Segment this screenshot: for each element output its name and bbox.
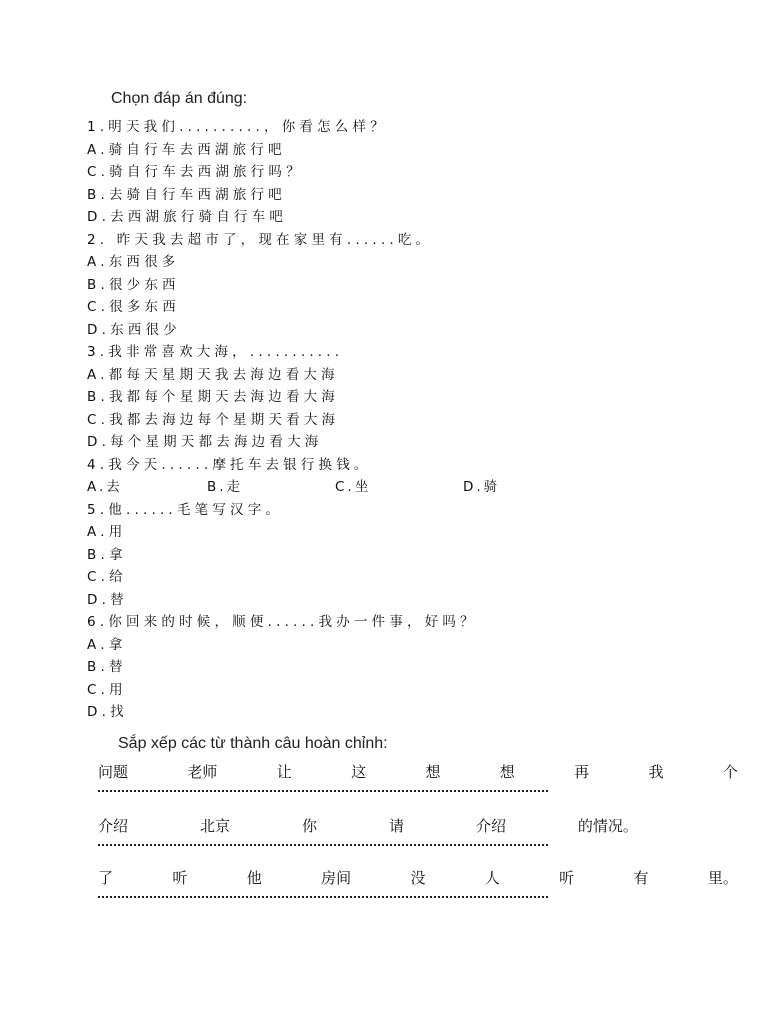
word: 了 — [98, 869, 114, 887]
word: 房间 — [321, 869, 352, 887]
question-prompt: 5.他......毛笔写汉字。 — [87, 501, 284, 518]
word: 问题 — [98, 763, 129, 781]
answer-option[interactable]: C.坐 — [335, 479, 372, 495]
word-list — [98, 814, 638, 838]
question-prompt: 3.我非常喜欢大海，........... — [87, 344, 344, 360]
answer-option[interactable]: D.替 — [87, 591, 128, 608]
arrange-item — [98, 760, 738, 792]
answer-option[interactable]: C.用 — [87, 681, 127, 698]
word: 介绍 — [98, 817, 129, 835]
answer-dotted-line[interactable] — [98, 896, 548, 898]
inline-options-row — [87, 476, 727, 499]
arrange-item — [98, 814, 638, 846]
question-prompt: 1.明天我们..........，你看怎么样？ — [87, 119, 388, 135]
answer-option[interactable]: D.找 — [87, 704, 128, 720]
answer-option[interactable]: C.很多东西 — [87, 299, 180, 315]
answer-dotted-line[interactable] — [98, 844, 548, 846]
answer-option[interactable]: D.骑 — [463, 479, 501, 495]
word: 里。 — [707, 869, 738, 887]
section-title-arrange-words: Sắp xếp các từ thành câu hoàn chỉnh: — [118, 735, 388, 752]
answer-option[interactable]: A.骑自行车去西湖旅行吧 — [87, 141, 286, 158]
answer-option[interactable]: A.去 — [87, 479, 123, 495]
word: 他 — [246, 869, 262, 887]
answer-option[interactable]: D.去西湖旅行骑自行车吧 — [87, 209, 288, 225]
answer-option[interactable]: B.拿 — [87, 546, 127, 563]
answer-option[interactable]: C.骑自行车去西湖旅行吗？ — [87, 164, 304, 180]
word: 请 — [388, 817, 404, 835]
answer-option[interactable]: B.很少东西 — [87, 276, 180, 293]
question-prompt: 6.你回来的时候，顺便......我办一件事，好吗？ — [87, 614, 478, 630]
word: 老师 — [187, 763, 218, 781]
word: 介绍 — [475, 817, 506, 835]
answer-option[interactable]: C.给 — [87, 569, 127, 585]
word: 你 — [301, 817, 317, 835]
word: 北京 — [199, 817, 230, 835]
word: 让 — [276, 763, 292, 781]
answer-option[interactable]: D.每个星期天都去海边看大海 — [87, 434, 323, 450]
answer-option[interactable]: A.拿 — [87, 636, 127, 653]
word-list — [98, 866, 738, 890]
answer-option[interactable]: C.我都去海边每个星期天看大海 — [87, 411, 340, 428]
answer-option[interactable]: B.替 — [87, 659, 127, 675]
answer-option[interactable]: D.东西很少 — [87, 321, 181, 338]
answer-option[interactable]: A.用 — [87, 524, 127, 540]
word: 再 — [574, 763, 590, 781]
section-title-choose-answer: Chọn đáp án đúng: — [111, 90, 248, 107]
word: 想 — [425, 763, 441, 781]
answer-option[interactable]: B.我都每个星期天去海边看大海 — [87, 389, 340, 405]
answer-dotted-line[interactable] — [98, 790, 548, 792]
word: 我 — [648, 763, 664, 781]
word: 听 — [172, 869, 188, 887]
word: 有 — [633, 869, 649, 887]
answer-option[interactable]: B.走 — [207, 479, 244, 495]
arrange-item — [98, 866, 738, 898]
answer-option[interactable]: A.东西很多 — [87, 254, 180, 270]
word: 这 — [351, 763, 367, 781]
answer-option[interactable]: B.去骑自行车西湖旅行吧 — [87, 186, 286, 203]
word: 想 — [499, 763, 515, 781]
word: 听 — [559, 869, 575, 887]
word: 个 — [722, 763, 738, 781]
question-prompt: 2. 昨天我去超市了，现在家里有......吃。 — [87, 231, 434, 248]
word: 没 — [410, 869, 426, 887]
word: 的情况。 — [577, 817, 638, 835]
word-list — [98, 760, 738, 784]
question-prompt: 4.我今天......摩托车去银行换钱。 — [87, 456, 372, 473]
multiple-choice-list — [87, 116, 727, 724]
word: 人 — [484, 869, 500, 887]
answer-option[interactable]: A.都每天星期天我去海边看大海 — [87, 366, 339, 383]
